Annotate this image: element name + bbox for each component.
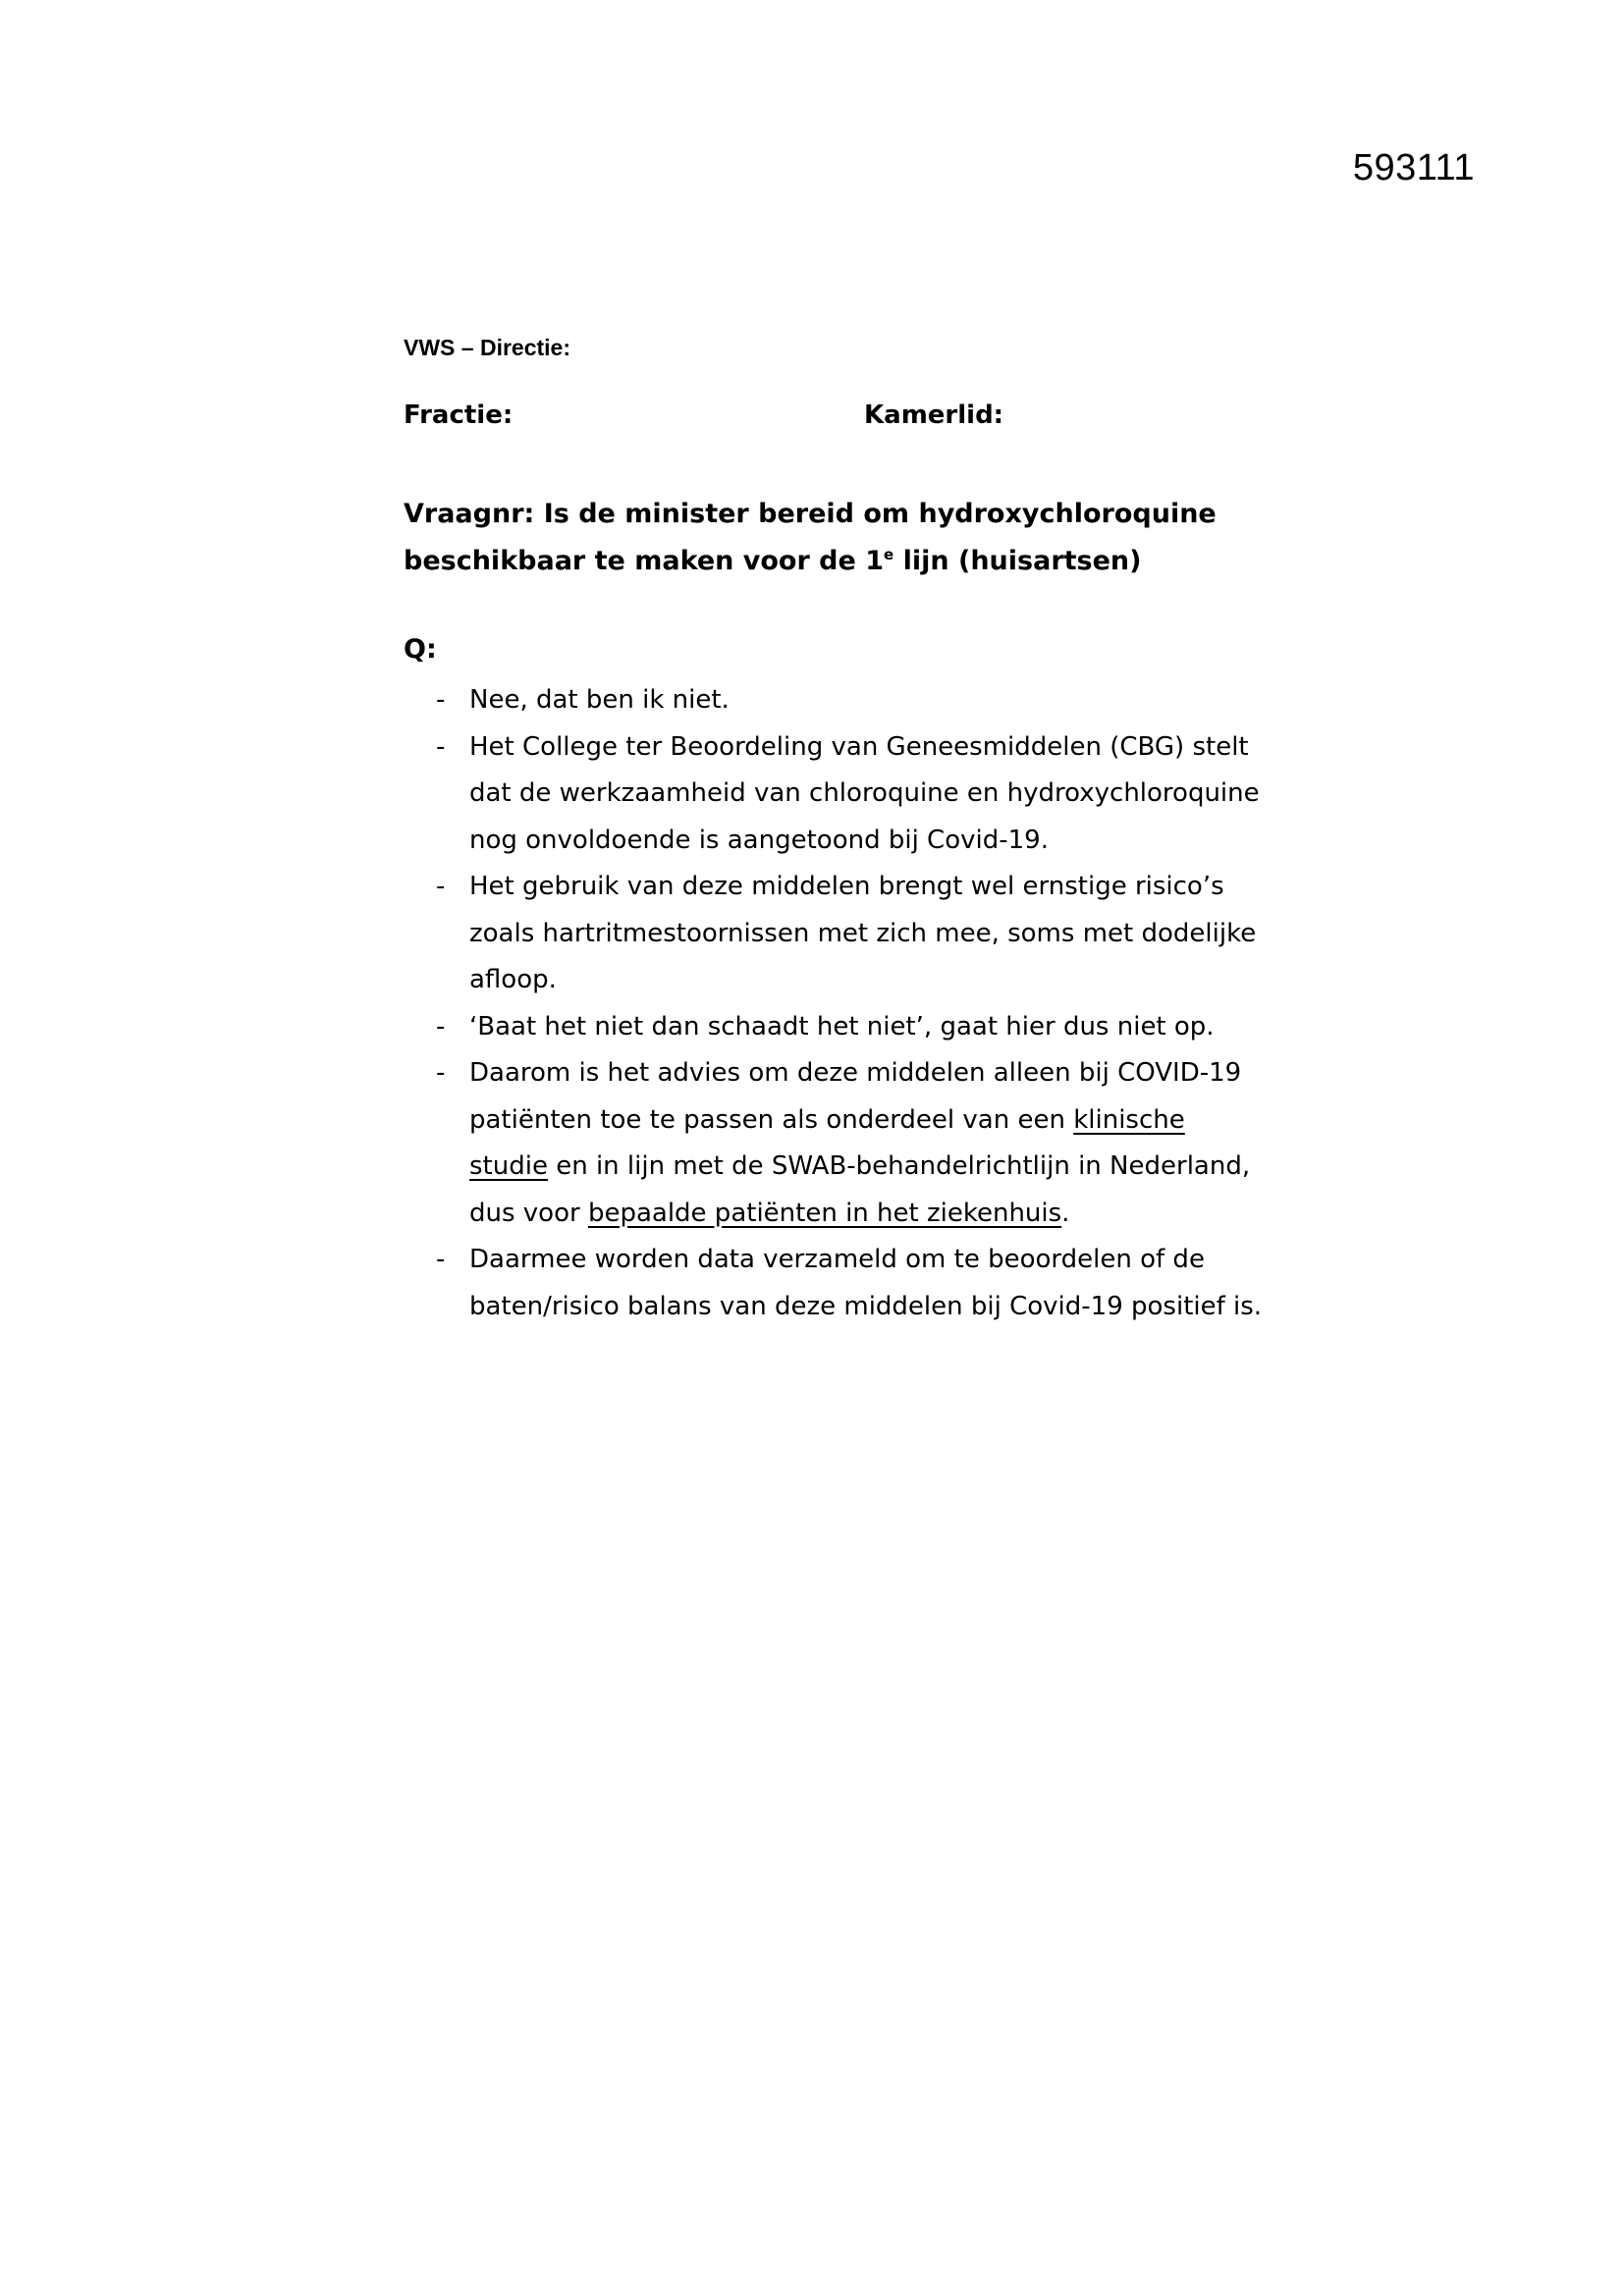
answer-item <box>404 1004 1268 1051</box>
answer-item <box>404 1237 1268 1330</box>
bullet-dash: - <box>436 1245 446 1274</box>
answer-text-start: Daarom is het advies om deze middelen alleen bij COVID-19 patiënten toe te passen als onderdeel van een <box>469 1058 1242 1135</box>
answer-text-end: . <box>1061 1198 1070 1228</box>
question-superscript: e <box>884 546 894 563</box>
answer-text: Daarmee worden data verzameld om te beoordelen of de baten/risico balans van deze middelen bij Covid-19 positief is. <box>469 1245 1263 1321</box>
answer-item <box>404 724 1268 865</box>
question-line-2-end: lijn (huisartsen) <box>893 546 1142 576</box>
answer-list <box>404 677 1268 1330</box>
bullet-dash: - <box>436 1011 446 1041</box>
answer-text: ‘Baat het niet dan schaadt het niet’, gaat hier dus niet op. <box>469 1011 1215 1041</box>
answer-text-middle: en in lijn met de SWAB-behandelrichtlijn in Nederland, dus voor <box>469 1151 1251 1228</box>
fractie-label: Fractie: <box>404 400 514 430</box>
document-number: 593111 <box>1352 147 1475 188</box>
answer-item <box>404 864 1268 1004</box>
link-bepaalde-patienten[interactable]: bepaalde patiënten in het ziekenhuis <box>587 1198 1062 1228</box>
answer-text: Het gebruik van deze middelen brengt wel ernstige risico’s zoals hartritmestoornissen met zich mee, soms met dodelijke afloop. <box>469 872 1257 994</box>
bullet-dash: - <box>436 1058 446 1088</box>
question-line-1: Vraagnr: Is de minister bereid om hydroxychloroquine <box>404 499 1217 529</box>
bullet-dash: - <box>436 872 446 901</box>
q-label: Q: <box>404 634 437 665</box>
question-line-2 <box>404 538 1287 585</box>
question-heading <box>404 491 1287 585</box>
answer-item <box>404 1050 1268 1237</box>
bullet-dash: - <box>436 731 446 762</box>
question-line-2-start: beschikbaar te maken voor de 1 <box>404 546 885 576</box>
answer-text: Het College ter Beoordeling van Geneesmiddelen (CBG) stelt dat de werkzaamheid van chloroquine en hydroxychloroquine nog onvoldoende is aangetoond bij Covid-19. <box>469 731 1260 855</box>
answer-item <box>404 677 1268 724</box>
directie-label: VWS – Directie: <box>404 335 570 360</box>
link-klinische-studie[interactable]: klinische studie <box>469 1104 1185 1181</box>
answer-text: Nee, dat ben ik niet. <box>469 685 730 715</box>
bullet-dash: - <box>436 685 446 715</box>
kamerlid-label: Kamerlid: <box>864 400 1004 430</box>
